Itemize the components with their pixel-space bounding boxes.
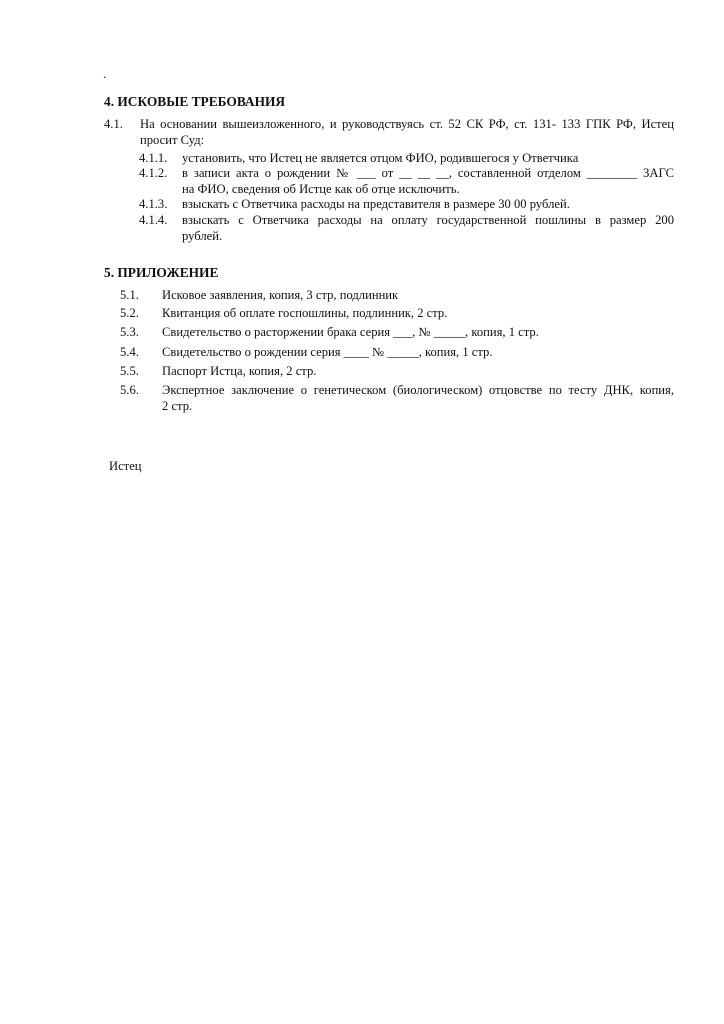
section-4-heading: 4. ИСКОВЫЕ ТРЕБОВАНИЯ: [104, 94, 286, 109]
item-number: 5.6.: [120, 383, 139, 397]
item-text: Паспорт Истца, копия, 2 стр.: [162, 364, 317, 378]
section-5-heading: 5. ПРИЛОЖЕНИЕ: [104, 265, 219, 280]
item-text-line: На основании вышеизложенного, и руководствуясь ст. 52 СК РФ, ст. 131- 133 ГПК РФ, Истец: [140, 117, 674, 131]
item-text: [182, 166, 674, 197]
item-text-line: в записи акта о рождении № ___ от __ __ __, составленной отделом ________ ЗАГС: [182, 166, 674, 180]
item-text: Свидетельство о рождении серия ____ № _____, копия, 1 стр.: [162, 345, 493, 359]
item-text: [140, 117, 674, 148]
item-number: 5.4.: [120, 345, 139, 359]
item-text: Исковое заявления, копия, 3 стр, подлинник: [162, 288, 399, 302]
item-text: Квитанция об оплате госпошлины, подлинник, 2 стр.: [162, 306, 448, 320]
item-text: [182, 213, 674, 244]
plaintiff-signature-label: Истец: [109, 459, 142, 473]
item-text: [162, 383, 674, 414]
item-text-line: рублей.: [182, 228, 223, 243]
item-text-line: Экспертное заключение о генетическом (биологическом) отцовстве по тесту ДНК, копия,: [162, 383, 674, 397]
item-number: 5.3.: [120, 325, 139, 339]
item-text: Свидетельство о расторжении брака серия ___, № _____, копия, 1 стр.: [162, 325, 539, 339]
item-text: установить, что Истец не является отцом ФИО, родившегося у Ответчика: [182, 151, 579, 165]
item-number: 4.1.: [104, 117, 123, 131]
item-number: 4.1.3.: [139, 197, 168, 211]
item-number: 4.1.2.: [139, 166, 168, 180]
item-text-line: 2 стр.: [162, 398, 193, 413]
item-number: 4.1.1.: [139, 151, 168, 165]
item-text-line: просит Суд:: [140, 132, 205, 147]
stray-mark: .: [103, 66, 107, 81]
item-text-line: взыскать с Ответчика расходы на оплату государственной пошлины в размер 200: [182, 213, 674, 227]
item-number: 5.5.: [120, 364, 139, 378]
item-number: 5.2.: [120, 306, 139, 320]
item-number: 5.1.: [120, 288, 139, 302]
item-text: взыскать с Ответчика расходы на представителя в размере 30 00 рублей.: [182, 197, 570, 211]
item-text-line: на ФИО, сведения об Истце как об отце исключить.: [182, 181, 460, 196]
item-number: 4.1.4.: [139, 213, 168, 227]
